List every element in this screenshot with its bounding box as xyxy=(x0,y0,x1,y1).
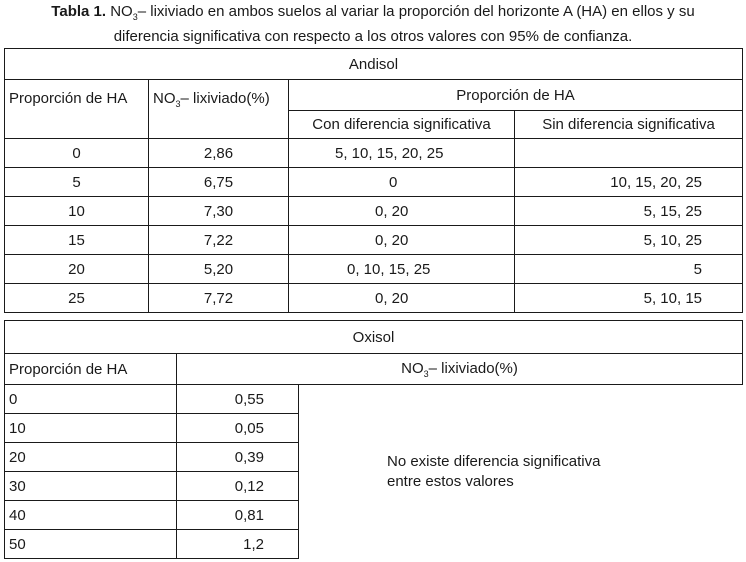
andisol-row xyxy=(5,168,743,197)
andisol-row xyxy=(5,226,743,255)
andisol-row xyxy=(5,197,743,226)
caption-line-2: diferencia significativa con respecto a los otros valores con 95% de confianza. xyxy=(113,28,633,45)
andisol-cell-ha: 5 xyxy=(5,168,149,197)
andisol-col-ha: Proporción de HA xyxy=(5,80,149,139)
andisol-cell-no3: 2,86 xyxy=(149,139,289,168)
andisol-cell-con: 0, 10, 15, 25 xyxy=(289,255,515,284)
oxisol-cell-ha: 30 xyxy=(5,472,177,501)
andisol-col-con: Con diferencia significativa xyxy=(289,111,515,139)
andisol-cell-sin: 5, 10, 15 xyxy=(515,284,743,313)
andisol-cell-sin: 10, 15, 20, 25 xyxy=(515,168,743,197)
andisol-cell-ha: 0 xyxy=(5,139,149,168)
andisol-cell-ha: 15 xyxy=(5,226,149,255)
andisol-cell-no3: 7,30 xyxy=(149,197,289,226)
table-caption xyxy=(0,2,746,46)
oxisol-cell-ha: 20 xyxy=(5,443,177,472)
andisol-cell-sin: 5 xyxy=(515,255,743,284)
andisol-cell-no3: 5,20 xyxy=(149,255,289,284)
oxisol-table xyxy=(4,320,743,559)
caption-line-1 xyxy=(0,2,746,27)
andisol-cell-ha: 20 xyxy=(5,255,149,284)
oxisol-note-line-2: entre estos valores xyxy=(387,472,514,490)
caption-line1-text: – lixiviado en ambos suelos al variar la proporción del horizonte A (HA) en ellos y su xyxy=(137,3,695,20)
andisol-row xyxy=(5,255,743,284)
andisol-cell-con: 5, 10, 15, 20, 25 xyxy=(289,139,515,168)
andisol-table xyxy=(4,48,743,313)
andisol-cell-sin: 5, 15, 25 xyxy=(515,197,743,226)
andisol-cell-no3: 7,22 xyxy=(149,226,289,255)
andisol-cell-ha: 25 xyxy=(5,284,149,313)
andisol-col-sin: Sin diferencia significativa xyxy=(515,111,743,139)
oxisol-cell-no3: 0,55 xyxy=(177,385,299,414)
oxisol-cell-ha: 0 xyxy=(5,385,177,414)
oxisol-note-line-1: No existe diferencia significativa xyxy=(387,452,601,470)
oxisol-cell-no3: 0,05 xyxy=(177,414,299,443)
andisol-row xyxy=(5,139,743,168)
oxisol-cell-no3: 0,81 xyxy=(177,501,299,530)
andisol-cell-con: 0, 20 xyxy=(289,284,515,313)
andisol-cell-no3: 7,72 xyxy=(149,284,289,313)
andisol-col-no3: $NO_3-$ lixiviado(%) xyxy=(149,80,289,139)
oxisol-row xyxy=(5,385,743,414)
caption-no3: NO xyxy=(110,3,133,20)
caption-label: Tabla 1. xyxy=(51,3,107,20)
andisol-cell-no3: 6,75 xyxy=(149,168,289,197)
andisol-title: Andisol xyxy=(5,49,743,80)
oxisol-title: Oxisol xyxy=(5,321,743,354)
oxisol-cell-ha: 40 xyxy=(5,501,177,530)
oxisol-cell-ha: 50 xyxy=(5,530,177,559)
oxisol-cell-no3: 0,39 xyxy=(177,443,299,472)
andisol-cell-ha: 10 xyxy=(5,197,149,226)
oxisol-note xyxy=(299,385,743,559)
andisol-cell-sin: 5, 10, 25 xyxy=(515,226,743,255)
oxisol-cell-ha: 10 xyxy=(5,414,177,443)
andisol-col-group: Proporción de HA xyxy=(289,80,743,111)
andisol-cell-con: 0 xyxy=(289,168,515,197)
oxisol-cell-no3: 0,12 xyxy=(177,472,299,501)
oxisol-cell-no3: 1,2 xyxy=(177,530,299,559)
oxisol-col-no3: $NO_3-$ lixiviado(%) xyxy=(177,354,743,385)
andisol-row xyxy=(5,284,743,313)
andisol-cell-con: 0, 20 xyxy=(289,197,515,226)
caption-no3-sub: 3 xyxy=(132,12,138,22)
andisol-cell-sin xyxy=(515,139,743,168)
andisol-cell-con: 0, 20 xyxy=(289,226,515,255)
oxisol-col-ha: Proporción de HA xyxy=(5,354,177,385)
